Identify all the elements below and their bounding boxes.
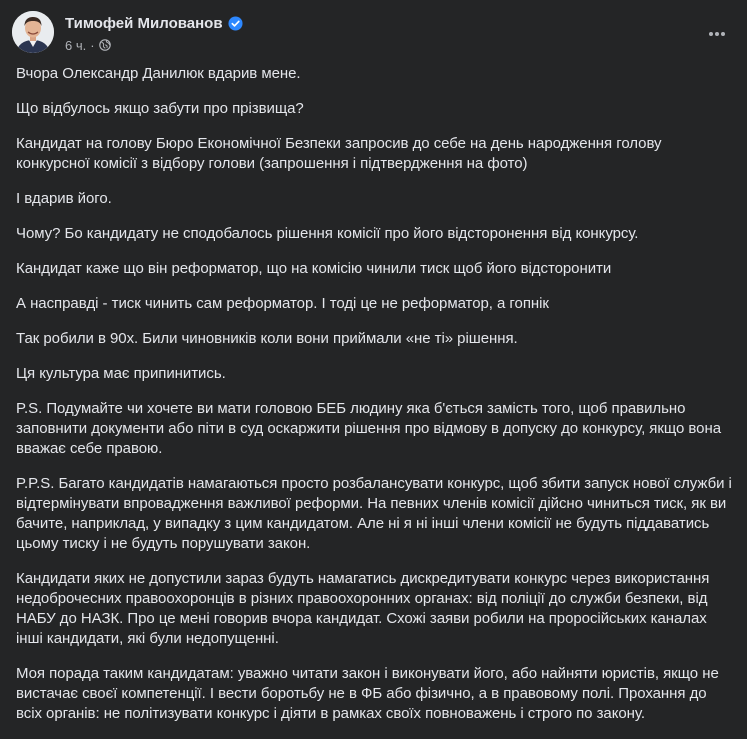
author-avatar[interactable] bbox=[12, 11, 54, 53]
post-paragraph: Так робили в 90х. Били чиновників коли вони приймали «не ті» рішення. bbox=[16, 330, 518, 347]
post-paragraph: А насправді - тиск чинить сам реформатор. І тоді це не реформатор, а гопнік bbox=[16, 295, 549, 312]
meta-separator: · bbox=[90, 37, 95, 53]
post-paragraph: Кандидати яких не допустили зараз будуть намагатись дискредитувати конкурс через використання недоброчесних правоохоронців в різних правоохоронних органах: від поліції до служби безпеки, від НАБУ до НАЗК. Про це мені говорив вчора кандидат. Схожі заяви робили на проросійських каналах інші кандидати, які були недопущенні. bbox=[16, 570, 710, 647]
post-more-button[interactable] bbox=[699, 16, 735, 52]
post-paragraph: P.P.S. Багато кандидатів намагаються просто розбалансувати конкурс, щоб збити запуск нової служби і відтермінувати впровадження важливої реформи. На певних членів комісії дійсно чиниться тиск, як ви бачите, наприклад, у випадку з цим кандидатом. Але ні я ні інші члени комісії не будуть піддаватись цьому тиску і не будуть порушувати закон. bbox=[16, 475, 732, 552]
avatar-portrait-icon bbox=[12, 11, 54, 53]
globe-icon[interactable] bbox=[99, 39, 111, 51]
post-paragraph: Кандидат на голову Бюро Економічної Безпеки запросив до себе на день народження голову конкурсної комісії з відбору голови (запрошення і підтвердження на фото) bbox=[16, 135, 662, 172]
post-body bbox=[16, 64, 735, 739]
author-name[interactable]: Тимофей Милованов bbox=[65, 14, 223, 32]
author-block bbox=[65, 13, 243, 53]
post-header bbox=[12, 8, 735, 58]
post-paragraph: Кандидат каже що він реформатор, що на комісію чинили тиск щоб його відсторонити bbox=[16, 260, 612, 277]
post-paragraph: Моя порада таким кандидатам: уважно читати закон і виконувати його, або найняти юристів, якщо не вистачає своєї компетенції. І вести боротьбу не в ФБ або фізично, а в правовому полі. Прохання до всіх органів: не політизувати конкурс і діяти в рамках своїх повноважень і строго по закону. bbox=[16, 665, 719, 722]
post-paragraph: Вчора Олександр Данилюк вдарив мене. bbox=[16, 65, 301, 82]
author-line bbox=[65, 13, 243, 33]
verified-badge-icon bbox=[228, 16, 243, 31]
post-paragraph: Ця культура має припинитись. bbox=[16, 365, 226, 382]
post-paragraph: P.S. Подумайте чи хочете ви мати головою БЕБ людину яка б'ється замість того, щоб правильно заповнити документи або піти в суд оскаржити рішення про відмову в допуску до конкурсу, якщо вона вважає себе правою. bbox=[16, 400, 721, 457]
post-meta bbox=[65, 37, 243, 53]
more-horizontal-icon bbox=[707, 24, 727, 44]
post-paragraph: Чому? Бо кандидату не сподобалось рішення комісії про його відсторонення від конкурсу. bbox=[16, 225, 639, 242]
post-paragraph: Що відбулось якщо забути про прізвища? bbox=[16, 100, 304, 117]
post-timestamp[interactable]: 6 ч. bbox=[65, 37, 87, 53]
post-paragraph: І вдарив його. bbox=[16, 190, 112, 207]
